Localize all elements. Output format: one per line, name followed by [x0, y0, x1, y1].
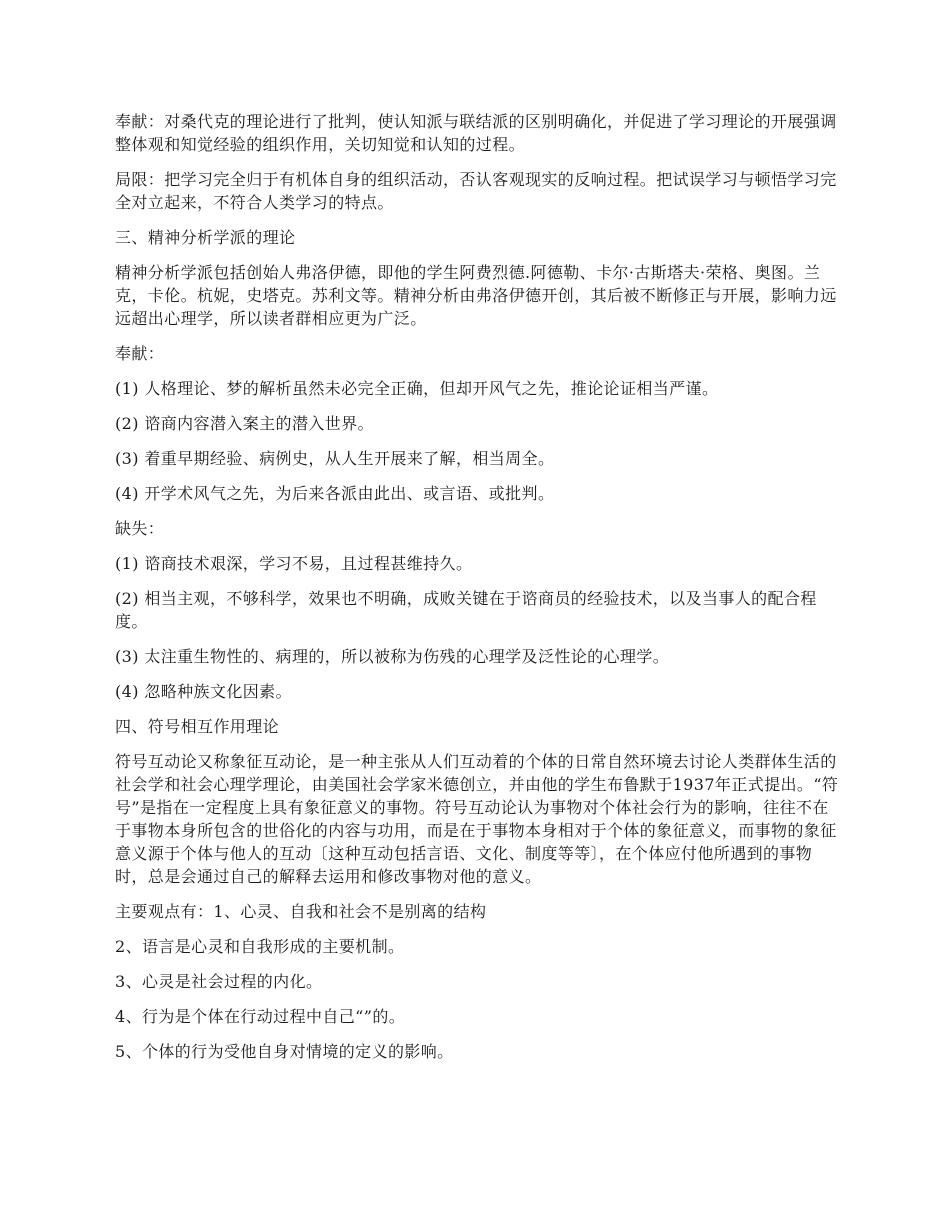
paragraph-limitation-gestalt: 局限：把学习完全归于有机体自身的组织活动，否认客观现实的反响过程。把试误学习与顿悟学习完全对立起来，不符合人类学习的特点。	[115, 170, 837, 212]
list-item-point-5: 5、个体的行为受他自身对情境的定义的影响。	[115, 1042, 454, 1061]
document-body	[115, 110, 841, 1075]
list-item-contribution-3: (3) 着重早期经验、病例史，从人生开展来了解，相当周全。	[115, 449, 555, 468]
paragraph-psychoanalysis-intro: 精神分析学派包括创始人弗洛伊德，即他的学生阿费烈德.阿德勒、卡尔·古斯塔夫·荣格、奥图。兰克，卡伦。杭妮，史塔克。苏利文等。精神分析由弗洛伊德开创，其后被不断修正与开展，影响力远远超出心理学，所以读者群相应更为广泛。	[115, 263, 837, 328]
list-item-contribution-4: (4) 开学术风气之先，为后来各派由此出、或言语、或批判。	[115, 484, 555, 503]
paragraph-symbolic-interaction-intro: 符号互动论又称象征互动论，是一种主张从人们互动着的个体的日常自然环境去讨论人类群体生活的社会学和社会心理学理论，由美国社会学家米德创立，并由他的学生布鲁默于1937年正式提出。“符号”是指在一定程度上具有象征意义的事物。符号互动论认为事物对个体社会行为的影响，往往不在于事物本身所包含的世俗化的内容与功用，而是在于事物本身相对于个体的象征意义，而事物的象征意义源于个体与他人的互动〔这种互动包括言语、文化、制度等等〕，在个体应付他所遇到的事物时，总是会通过自己的解释去运用和修改事物对他的意义。	[115, 752, 839, 886]
label-shortcomings: 缺失：	[115, 519, 165, 538]
list-item-shortcoming-4: (4) 忽略种族文化因素。	[115, 682, 292, 701]
list-item-shortcoming-1: (1) 谘商技术艰深，学习不易，且过程甚维持久。	[115, 554, 473, 573]
list-item-point-4: 4、行为是个体在行动过程中自己“”的。	[115, 1007, 406, 1026]
list-item-contribution-2: (2) 谘商内容潜入案主的潜入世界。	[115, 414, 374, 433]
heading-psychoanalysis: 三、精神分析学派的理论	[115, 228, 296, 247]
list-item-shortcoming-3: (3) 太注重生物性的、病理的，所以被称为伤残的心理学及泛性论的心理学。	[115, 647, 670, 666]
list-item-point-3: 3、心灵是社会过程的内化。	[115, 972, 323, 991]
list-item-point-2: 2、语言是心灵和自我形成的主要机制。	[115, 937, 405, 956]
label-contribution: 奉献：	[115, 344, 165, 363]
list-item-contribution-1: (1) 人格理论、梦的解析虽然未必完全正确，但却开风气之先，推论论证相当严谨。	[115, 379, 719, 398]
paragraph-main-points: 主要观点有：1、心灵、自我和社会不是别离的结构	[115, 902, 487, 921]
paragraph-contribution-gestalt: 奉献：对桑代克的理论进行了批判，使认知派与联结派的区别明确化，并促进了学习理论的开展强调整体观和知觉经验的组织作用，关切知觉和认知的过程。	[115, 112, 837, 154]
heading-symbolic-interaction: 四、符号相互作用理论	[115, 717, 280, 736]
list-item-shortcoming-2: (2) 相当主观，不够科学，效果也不明确，成败关键在于谘商员的经验技术，以及当事人的配合程度。	[115, 589, 817, 631]
